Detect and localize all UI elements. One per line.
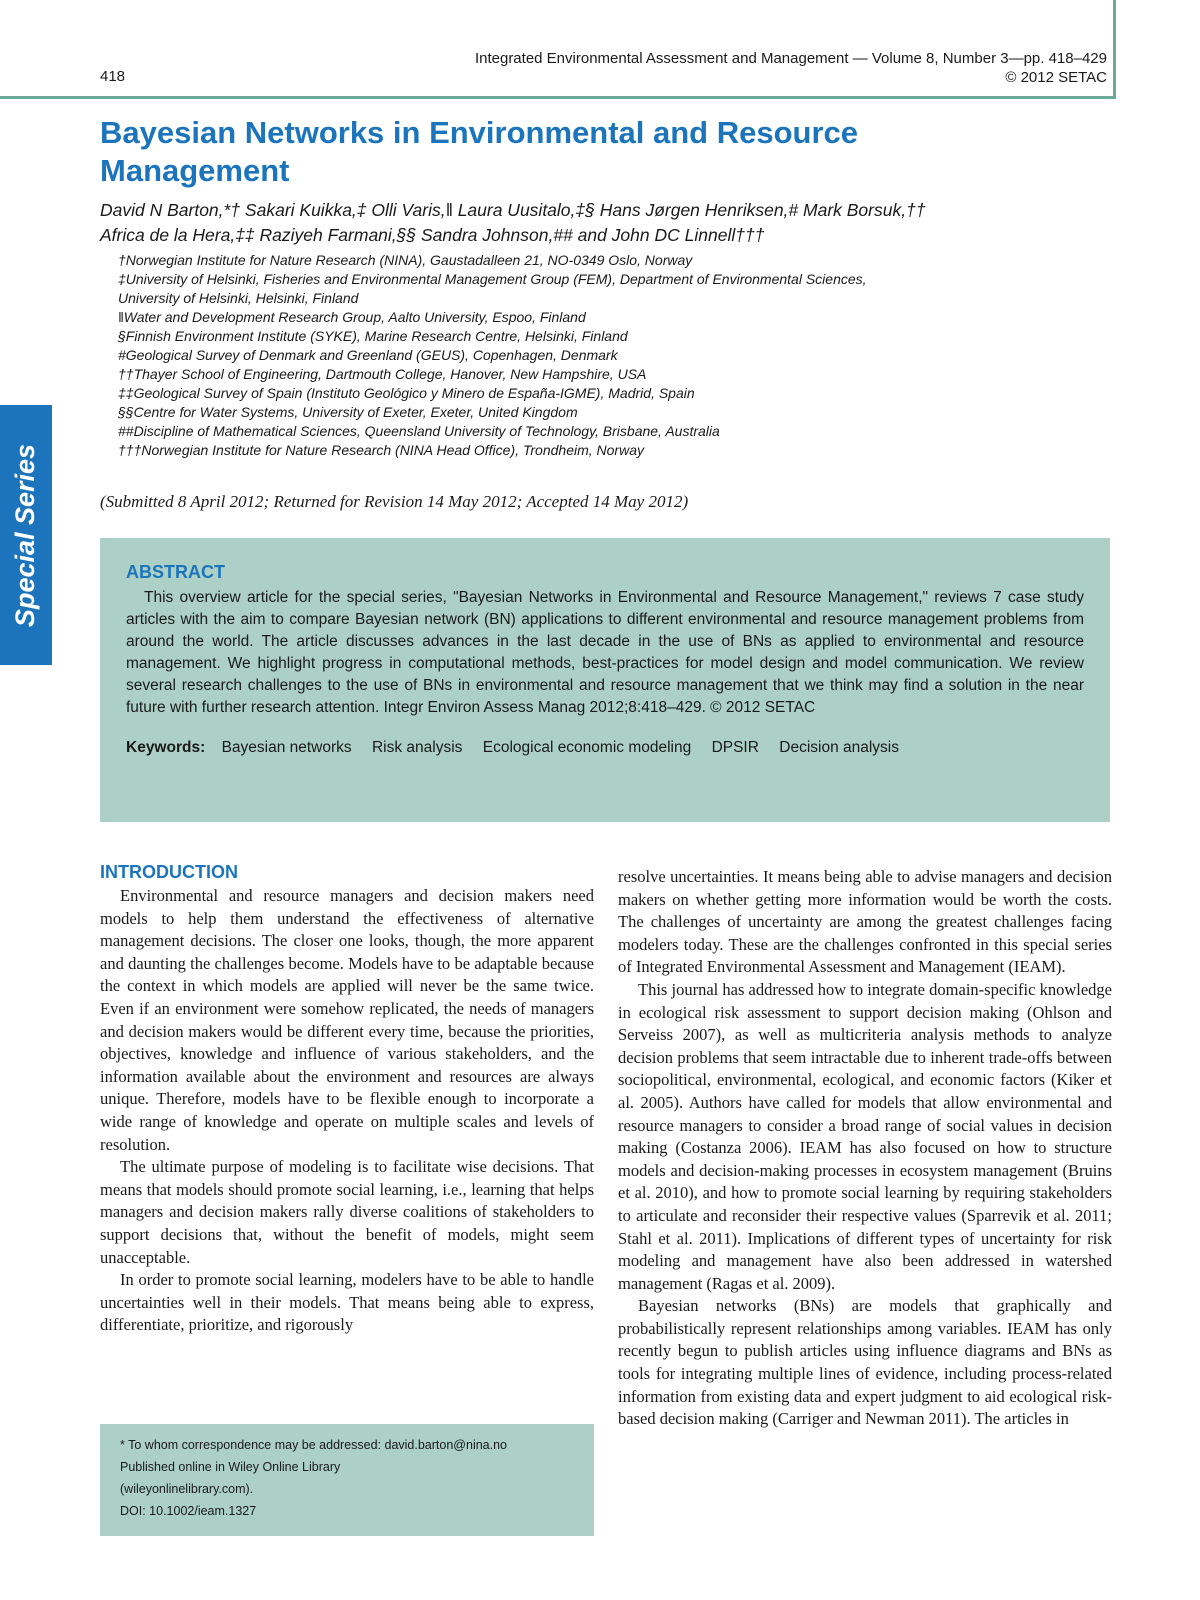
body-paragraph: resolve uncertainties. It means being able to advise managers and decision makers on whether getting more information would be worth the costs. The challenges of uncertainty are among the greatest challenges facing modelers today. These are the challenges confronted in this special series of Integrated Environmental Assessment and Management (IEAM). [618, 867, 1112, 977]
left-column [100, 862, 594, 1337]
right-column [618, 866, 1112, 1431]
affiliation-list [118, 251, 1098, 460]
affiliation: †Norwegian Institute for Nature Research (NINA), Gaustadalleen 21, NO-0349 Oslo, Norway [118, 252, 693, 268]
keyword: Decision analysis [779, 739, 899, 756]
site-note: (wileyonlinelibrary.com). [120, 1482, 254, 1496]
header-frame-vertical [1113, 0, 1116, 97]
abstract-heading: ABSTRACT [126, 562, 225, 582]
special-series-tab [0, 405, 52, 665]
author-line: David N Barton,*† Sakari Kuikka,‡ Olli Varis,‖ Laura Uusitalo,‡§ Hans Jørgen Henriksen,# Mark Borsuk,†† [100, 200, 926, 220]
affiliation: ††Thayer School of Engineering, Dartmouth College, Hanover, New Hampshire, USA [118, 366, 647, 382]
journal-line: Integrated Environmental Assessment and Management — Volume 8, Number 3—pp. 418–429 [474, 50, 1107, 67]
abstract-box [100, 538, 1110, 822]
correspondence-note: * To whom correspondence may be addressed: david.barton@nina.no [120, 1438, 507, 1452]
doi-note: DOI: 10.1002/ieam.1327 [120, 1504, 257, 1518]
body-paragraph: In order to promote social learning, modelers have to be able to handle uncertainties well in their models. That means being able to express, differentiate, prioritize, and rigorously [100, 1270, 594, 1335]
page-number: 418 [100, 68, 126, 85]
header-frame-horizontal [0, 96, 1116, 99]
body-paragraph: Bayesian networks (BNs) are models that graphically and probabilistically represent relationships among variables. IEAM has only recently begun to publish articles using influence diagrams and BNs as tools for integrating multiple lines of evidence, including process-related information from existing data and expert judgment to aid ecological risk-based decision making (Carriger and Newman 2011). The articles in [618, 1296, 1112, 1429]
affiliation: ‡University of Helsinki, Fisheries and Environmental Management Group (FEM), Department of Environmental Sciences, [118, 271, 867, 287]
affiliation: University of Helsinki, Helsinki, Finland [118, 290, 359, 306]
special-series-label: Special Series [10, 443, 41, 627]
running-header [475, 49, 1107, 87]
affiliation: #Geological Survey of Denmark and Greenland (GEUS), Copenhagen, Denmark [118, 347, 618, 363]
keyword: DPSIR [711, 739, 759, 756]
keywords [126, 737, 1084, 759]
author-line: Africa de la Hera,‡‡ Raziyeh Farmani,§§ Sandra Johnson,## and John DC Linnell††† [100, 225, 765, 245]
affiliation: ##Discipline of Mathematical Sciences, Queensland University of Technology, Brisbane, Australia [118, 423, 720, 439]
keyword: Bayesian networks [221, 739, 352, 756]
submission-dates: (Submitted 8 April 2012; Returned for Revision 14 May 2012; Accepted 14 May 2012) [100, 492, 689, 511]
affiliation: §§Centre for Water Systems, University of Exeter, Exeter, United Kingdom [118, 404, 578, 420]
published-note: Published online in Wiley Online Library [120, 1460, 341, 1474]
footnote-box [100, 1424, 594, 1536]
article-title: Bayesian Networks in Environmental and Resource Management [100, 115, 859, 188]
affiliation: §Finnish Environment Institute (SYKE), Marine Research Centre, Helsinki, Finland [118, 328, 628, 344]
body-paragraph: Environmental and resource managers and decision makers need models to help them understand the effectiveness of alternative management decisions. The closer one looks, though, the more apparent and daunting the challenges become. Models have to be adaptable because the context in which models are applied will never be the same twice. Even if an environment were somehow replicated, the needs of managers and decision makers would be different every time, because the priorities, objectives, knowledge and influence of various stakeholders, and the information available about the environment and resources are always unique. Therefore, models have to be flexible enough to incorporate a wide range of knowledge and operate on multiple scales and levels of resolution. [100, 886, 594, 1154]
abstract-text: This overview article for the special series, "Bayesian Networks in Environmental and Resource Management," reviews 7 case study articles with the aim to compare Bayesian network (BN) applications to different environmental and resource management problems from around the world. The article discusses advances in the last decade in the use of BNs as applied to environmental and resource management. We highlight progress in computational methods, best-practices for model design and model communication. We review several research challenges to the use of BNs in environmental and resource management that we think may find a solution in the near future with further research attention. Integr Environ Assess Manag 2012;8:418–429. © 2012 SETAC [126, 589, 1084, 716]
author-list [100, 198, 1090, 248]
introduction-heading: INTRODUCTION [100, 862, 238, 882]
copyright: © 2012 SETAC [1005, 69, 1107, 86]
keyword: Risk analysis [371, 739, 463, 756]
affiliation: ‡‡Geological Survey of Spain (Instituto Geológico y Minero de España-IGME), Madrid, Spain [118, 385, 695, 401]
keyword: Ecological economic modeling [482, 739, 692, 756]
body-paragraph: This journal has addressed how to integrate domain-specific knowledge in ecological risk assessment to support decision making (Ohlson and Serveiss 2007), as well as multicriteria analysis methods to analyze decision problems that seem intractable due to inherent trade-offs between sociopolitical, environmental, ecological, and economic factors (Kiker et al. 2005). Authors have called for models that allow environmental and resource managers to consider a broad range of social values in decision making (Costanza 2006). IEAM has also focused on how to structure models and decision-making processes in ecosystem management (Bruins et al. 2010), and how to promote social learning by requiring stakeholders to articulate and reconsider their respective values (Sparrevik et al. 2011; Stahl et al. 2011). Implications of different types of uncertainty for risk modeling and management have also been addressed in watershed management (Ragas et al. 2009). [618, 979, 1112, 1293]
body-paragraph: The ultimate purpose of modeling is to facilitate wise decisions. That means that models should promote social learning, i.e., learning that helps managers and decision makers rally diverse coalitions of stakeholders to support decisions that, without the benefit of models, might seem unacceptable. [100, 1157, 594, 1267]
affiliation: †††Norwegian Institute for Nature Research (NINA Head Office), Trondheim, Norway [118, 442, 644, 458]
affiliation: ‖Water and Development Research Group, Aalto University, Espoo, Finland [118, 309, 586, 325]
keywords-label: Keywords: [126, 739, 206, 756]
